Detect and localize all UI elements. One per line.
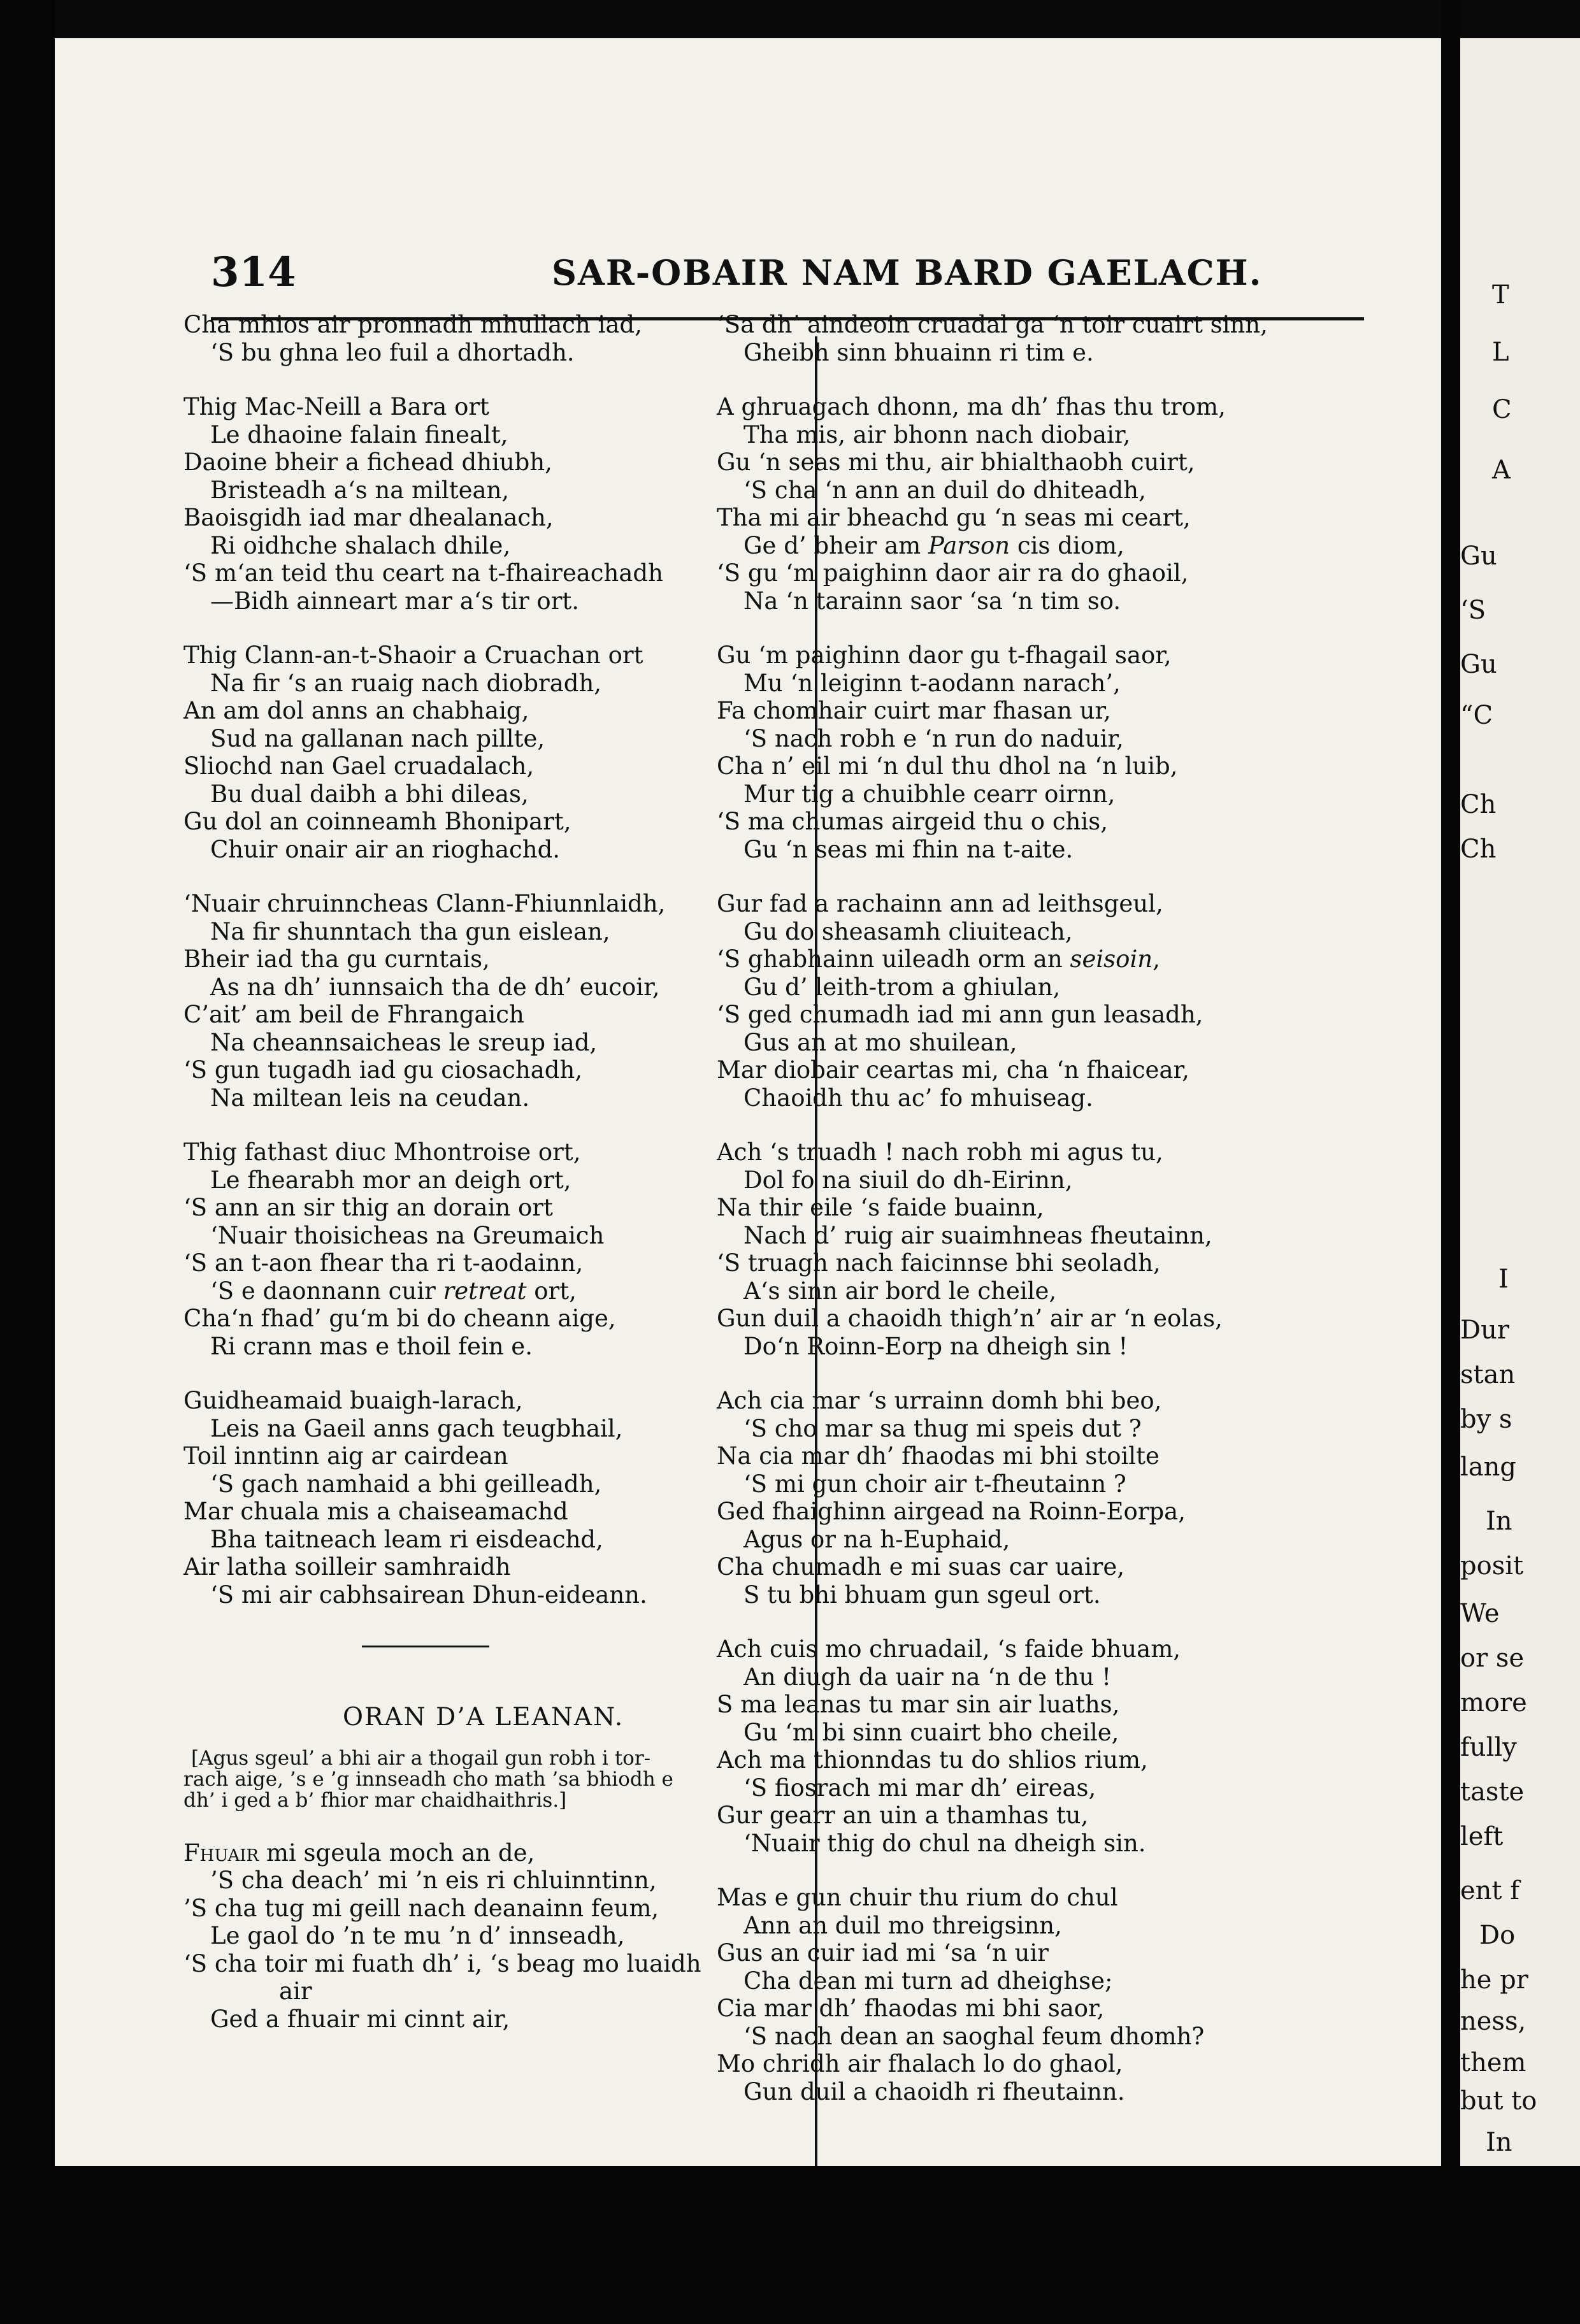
adjacent-page-text: or se bbox=[1460, 1644, 1525, 1673]
verse-line: Air latha soilleir samhraidh bbox=[183, 1553, 511, 1581]
verse-line: ‘S fiosrach mi mar dh’ eireas, bbox=[743, 1774, 1096, 1802]
verse-line: Ged a fhuair mi cinnt air, bbox=[210, 2005, 510, 2033]
verse-line: Nach d’ ruig air suaimhneas fheutainn, bbox=[743, 1221, 1212, 1249]
verse-line: ‘Nuair chruinncheas Clann-Fhiunnlaidh, bbox=[183, 890, 666, 917]
adjacent-page-text: Do bbox=[1479, 1921, 1516, 1950]
verse-line: Thig fathast diuc Mhontroise ort, bbox=[183, 1138, 581, 1166]
adjacent-page-text: In bbox=[1486, 1507, 1512, 1536]
adjacent-page-text: C bbox=[1492, 395, 1512, 424]
adjacent-page-text: L bbox=[1492, 338, 1509, 367]
verse-line: Sud na gallanan nach pillte, bbox=[210, 724, 545, 752]
verse-line: Cha n’ eil mi ‘n dul thu dhol na ‘n luib, bbox=[717, 752, 1178, 780]
verse-line: Tha mis, air bhonn nach diobair, bbox=[743, 420, 1131, 448]
verse-line: Cha dean mi turn ad dheighse; bbox=[743, 1967, 1113, 1995]
verse-line: Ged fhaighinn airgead na Roinn-Eorpa, bbox=[717, 1498, 1186, 1525]
verse-line: Na thir eile ‘s faide buainn, bbox=[717, 1194, 1044, 1221]
verse-line: An diugh da uair na ‘n de thu ! bbox=[743, 1663, 1112, 1691]
verse-line bbox=[183, 1839, 750, 1867]
verse-line: ‘S ann an sir thig an dorain ort bbox=[183, 1194, 553, 1221]
verse-line: Na cheannsaicheas le sreup iad, bbox=[210, 1028, 598, 1056]
verse-line: Cha chumadh e mi suas car uaire, bbox=[717, 1553, 1125, 1581]
verse-line: ‘S ged chumadh iad mi ann gun leasadh, bbox=[717, 1001, 1203, 1028]
verse-line: A ghruagach dhonn, ma dh’ fhas thu trom, bbox=[717, 393, 1226, 420]
verse-line: ‘S ghabhainn uileadh orm an seisoin, bbox=[717, 945, 1160, 973]
song-first-stanza bbox=[183, 1839, 750, 2034]
verse-line: ‘S gu ‘m paighinn daor air ra do ghaoil, bbox=[717, 559, 1189, 587]
stanza bbox=[183, 1138, 750, 1360]
verse-line: air bbox=[279, 1977, 312, 2005]
scan-border-left bbox=[0, 0, 55, 2324]
stanza bbox=[717, 1884, 1300, 2105]
verse-line: Gu ‘m paighinn daor gu t-fhagail saor, bbox=[717, 642, 1172, 669]
verse-line: Le dhaoine falain finealt, bbox=[210, 420, 508, 448]
verse-line: Agus or na h-Euphaid, bbox=[743, 1525, 1010, 1553]
verse-line: ‘S bu ghna leo fuil a dhortadh. bbox=[210, 338, 575, 366]
verse-line: ‘S an t-aon fhear tha ri t-aodainn, bbox=[183, 1249, 584, 1277]
verse-line: Dol fo na siuil do dh-Eirinn, bbox=[743, 1166, 1073, 1194]
verse-line: Na miltean leis na ceudan. bbox=[210, 1084, 530, 1112]
scan-border-bottom bbox=[0, 2166, 1580, 2324]
verse-line: Ann an duil mo threigsinn, bbox=[743, 1911, 1062, 1939]
adjacent-page-text: lang bbox=[1460, 1452, 1517, 1482]
verse-line: Bu dual daibh a bhi dileas, bbox=[210, 780, 529, 808]
verse-line: Gur fad a rachainn ann ad leithsgeul, bbox=[717, 890, 1163, 917]
adjacent-page-text: In bbox=[1486, 2128, 1512, 2157]
verse-line: Bha taitneach leam ri eisdeachd, bbox=[210, 1525, 603, 1553]
verse-line: Gus an at mo shuilean, bbox=[743, 1028, 1017, 1056]
verse-line: S ma leanas tu mar sin air luaths, bbox=[717, 1691, 1120, 1718]
verse-line: Gu ‘m bi sinn cuairt bho cheile, bbox=[743, 1718, 1119, 1746]
verse-line: Gu ‘n seas mi thu, air bhialthaobh cuirt, bbox=[717, 448, 1195, 476]
verse-line: C’ait’ am beil de Fhrangaich bbox=[183, 1001, 524, 1028]
adjacent-page-text: posit bbox=[1460, 1551, 1524, 1581]
verse-line: Thig Clann-an-t-Shaoir a Cruachan ort bbox=[183, 642, 643, 669]
verse-line: ’S cha tug mi geill nach deanainn feum, bbox=[183, 1894, 659, 1922]
verse-line: Gur gearr an uin a thamhas tu, bbox=[717, 1802, 1089, 1829]
stanza bbox=[717, 1138, 1300, 1360]
adjacent-page-text: he pr bbox=[1460, 1965, 1528, 1995]
song-title: ORAN D’A LEANAN. bbox=[343, 1703, 624, 1732]
adjacent-page-text: left bbox=[1460, 1822, 1504, 1851]
verse-line: ‘S nach dean an saoghal feum dhomh? bbox=[743, 2022, 1205, 2050]
adjacent-page-text: Gu bbox=[1460, 650, 1497, 679]
headnote-line: rach aige, ’s e ’g innseadh cho math ’sa bhiodh e bbox=[183, 1767, 673, 1791]
stanza bbox=[717, 1387, 1300, 1609]
verse-line: S tu bhi bhuam gun sgeul ort. bbox=[743, 1581, 1101, 1609]
adjacent-page-fragment bbox=[1460, 38, 1580, 2166]
verse-line: Na fir shunntach tha gun eislean, bbox=[210, 917, 610, 945]
stanza bbox=[717, 890, 1300, 1112]
verse-line: Ach cuis mo chruadail, ‘s faide bhuam, bbox=[717, 1635, 1181, 1663]
verse-line: Toil inntinn aig ar cairdean bbox=[183, 1442, 508, 1470]
page-number: 314 bbox=[211, 248, 296, 296]
stanza bbox=[183, 890, 750, 1112]
verse-line: ‘S cha ‘n ann an duil do dhiteadh, bbox=[743, 476, 1146, 504]
verse-line: Tha mi air bheachd gu ‘n seas mi ceart, bbox=[717, 504, 1191, 531]
verse-line: Leis na Gaeil anns gach teugbhail, bbox=[210, 1414, 623, 1442]
adjacent-page-text: A bbox=[1492, 455, 1511, 485]
left-column bbox=[183, 311, 750, 2033]
verse-line: Ach ma thionndas tu do shlios rium, bbox=[717, 1746, 1148, 1774]
verse-line: ‘S nach robh e ‘n run do naduir, bbox=[743, 724, 1124, 752]
verse-line: —Bidh ainneart mar a‘s tir ort. bbox=[210, 587, 580, 615]
adjacent-page-text: stan bbox=[1460, 1360, 1516, 1389]
adjacent-page-text: I bbox=[1498, 1265, 1509, 1294]
verse-line: ‘S ma chumas airgeid thu o chis, bbox=[717, 808, 1108, 835]
verse-line: As na dh’ iunnsaich tha de dh’ eucoir, bbox=[210, 973, 660, 1001]
verse-line: Gu d’ leith-trom a ghiulan, bbox=[743, 973, 1061, 1001]
verse-line: ‘Nuair thoisicheas na Greumaich bbox=[210, 1221, 605, 1249]
verse-line: Ge d’ bheir am Parson cis diom, bbox=[743, 531, 1124, 559]
verse-line: ‘S mi air cabhsairean Dhun-eideann. bbox=[210, 1581, 647, 1609]
headnote-line: dh’ i ged a b’ fhior mar chaidhaithris.] bbox=[183, 1788, 567, 1812]
adjacent-page-text: We bbox=[1460, 1599, 1500, 1628]
verse-line: Mo chridh air fhalach lo do ghaol, bbox=[717, 2050, 1123, 2077]
verse-line: ‘S mi gun choir air t-fheutainn ? bbox=[743, 1470, 1126, 1498]
verse-line: An am dol anns an chabhaig, bbox=[183, 697, 529, 724]
verse-line: Daoine bheir a fichead dhiubh, bbox=[183, 448, 552, 476]
verse-line: Gu ‘n seas mi fhin na t-aite. bbox=[743, 835, 1074, 863]
verse-line: A‘s sinn air bord le cheile, bbox=[743, 1277, 1057, 1305]
stanza bbox=[183, 642, 750, 863]
verse-line: Gheibh sinn bhuainn ri tim e. bbox=[743, 338, 1094, 366]
adjacent-page-text: more bbox=[1460, 1688, 1527, 1718]
scan-gutter bbox=[1441, 0, 1460, 2324]
verse-line: Guidheamaid buaigh-larach, bbox=[183, 1387, 523, 1414]
verse-line: Ach cia mar ‘s urrainn domh bhi beo, bbox=[717, 1387, 1162, 1414]
verse-line: Cia mar dh’ fhaodas mi bhi saor, bbox=[717, 1995, 1105, 2022]
verse-line: Na fir ‘s an ruaig nach diobradh, bbox=[210, 669, 602, 697]
verse-line: ‘S m‘an teid thu ceart na t-fhaireachadh bbox=[183, 559, 663, 587]
verse-line: Bristeadh a‘s na miltean, bbox=[210, 476, 510, 504]
verse-line: ‘S gach namhaid a bhi geilleadh, bbox=[210, 1470, 602, 1498]
running-title: SAR-OBAIR NAM BARD GAELACH. bbox=[552, 252, 1263, 293]
verse-line: Mas e gun chuir thu rium do chul bbox=[717, 1884, 1118, 1911]
adjacent-page-text: fully bbox=[1460, 1733, 1517, 1762]
adjacent-page-text: Gu bbox=[1460, 542, 1497, 571]
verse-line: Na ‘n tarainn saor ‘sa ‘n tim so. bbox=[743, 587, 1121, 615]
verse-line: Le fhearabh mor an deigh ort, bbox=[210, 1166, 571, 1194]
verse-line: Mur tig a chuibhle cearr oirnn, bbox=[743, 780, 1116, 808]
adjacent-page-text: taste bbox=[1460, 1777, 1525, 1807]
verse-line: Baoisgidh iad mar dhealanach, bbox=[183, 504, 554, 531]
verse-line: ‘S truagh nach faicinnse bhi seoladh, bbox=[717, 1249, 1161, 1277]
verse-line: Do‘n Roinn-Eorp na dheigh sin ! bbox=[743, 1332, 1128, 1360]
verse-line: ‘S gun tugadh iad gu ciosachadh, bbox=[183, 1056, 583, 1084]
adjacent-page-text: T bbox=[1492, 280, 1509, 310]
adjacent-page-text: Ch bbox=[1460, 835, 1497, 864]
right-column bbox=[717, 311, 1300, 2132]
verse-line: ‘Sa dh’ aindeoin cruadal ga ‘n toir cuairt sinn, bbox=[717, 311, 1268, 338]
verse-line: Ri oidhche shalach dhile, bbox=[210, 531, 511, 559]
verse-line: Bheir iad tha gu curntais, bbox=[183, 945, 490, 973]
verse-line: ‘Nuair thig do chul na dheigh sin. bbox=[743, 1829, 1146, 1857]
verse-line: Gu dol an coinneamh Bhonipart, bbox=[183, 808, 571, 835]
adjacent-page-text: ent f bbox=[1460, 1876, 1520, 1905]
verse-line: Gus an cuir iad mi ‘sa ‘n uir bbox=[717, 1939, 1049, 1967]
verse-line: Mar diobair ceartas mi, cha ‘n fhaicear, bbox=[717, 1056, 1189, 1084]
verse-line: Cha mhios air pronnadh mhullach iad, bbox=[183, 311, 642, 338]
verse-line: Ri crann mas e thoil fein e. bbox=[210, 1332, 533, 1360]
stanza bbox=[717, 642, 1300, 863]
stanza bbox=[717, 1635, 1300, 1857]
verse-line: Le gaol do ’n te mu ’n d’ innseadh, bbox=[210, 1922, 625, 1949]
song-headnote bbox=[183, 1748, 750, 1811]
verse-line: Ach ‘s truadh ! nach robh mi agus tu, bbox=[717, 1138, 1163, 1166]
headnote-line: [Agus sgeul’ a bhi air a thogail gun robh i tor- bbox=[191, 1746, 651, 1770]
adjacent-page-text: them bbox=[1460, 2048, 1526, 2077]
verse-line: Thig Mac-Neill a Bara ort bbox=[183, 393, 489, 420]
adjacent-page-text: Ch bbox=[1460, 790, 1497, 819]
verse-line: Chaoidh thu ac’ fo mhuiseag. bbox=[743, 1084, 1093, 1112]
verse-line: ‘S cha toir mi fuath dh’ i, ‘s beag mo luaidh bbox=[183, 1949, 701, 1977]
stanza bbox=[717, 311, 1300, 366]
verse-line: ‘S e daonnann cuir retreat ort, bbox=[210, 1277, 577, 1305]
verse-line: Chuir onair air an rioghachd. bbox=[210, 835, 561, 863]
adjacent-page-text: “C bbox=[1460, 701, 1493, 730]
adjacent-page-text: by s bbox=[1460, 1405, 1512, 1434]
verse-line: ’S cha deach’ mi ’n eis ri chluinntinn, bbox=[210, 1867, 657, 1894]
verse-line: Fa chomhair cuirt mar fhasan ur, bbox=[717, 697, 1111, 724]
section-divider bbox=[362, 1646, 489, 1647]
scan-border-top bbox=[0, 0, 1580, 38]
stanza bbox=[183, 1387, 750, 1609]
song-opening-word: Fhuair bbox=[183, 1839, 259, 1867]
adjacent-page-text: ‘S bbox=[1460, 596, 1486, 625]
stanza bbox=[183, 393, 750, 615]
verse-line: Mar chuala mis a chaiseamachd bbox=[183, 1498, 568, 1525]
verse-line: Mu ‘n leiginn t-aodann narach’, bbox=[743, 669, 1121, 697]
adjacent-page-text: but to bbox=[1460, 2086, 1537, 2116]
stanza bbox=[183, 311, 750, 366]
verse-line: Gun duil a chaoidh ri fheutainn. bbox=[743, 2077, 1125, 2105]
adjacent-page-text: ness, bbox=[1460, 2007, 1526, 2036]
adjacent-page-text: Dur bbox=[1460, 1316, 1509, 1345]
verse-line: Cha‘n fhad’ gu‘m bi do cheann aige, bbox=[183, 1305, 616, 1332]
verse-line: Gun duil a chaoidh thigh’n’ air ar ‘n eolas, bbox=[717, 1305, 1223, 1332]
verse-line: ‘S cho mar sa thug mi speis dut ? bbox=[743, 1414, 1142, 1442]
verse-line: Gu do sheasamh cliuiteach, bbox=[743, 917, 1073, 945]
stanza bbox=[717, 393, 1300, 615]
verse-line: Na cia mar dh’ fhaodas mi bhi stoilte bbox=[717, 1442, 1160, 1470]
verse-line: Sliochd nan Gael cruadalach, bbox=[183, 752, 535, 780]
verse-line-text: mi sgeula moch an de, bbox=[259, 1839, 535, 1867]
